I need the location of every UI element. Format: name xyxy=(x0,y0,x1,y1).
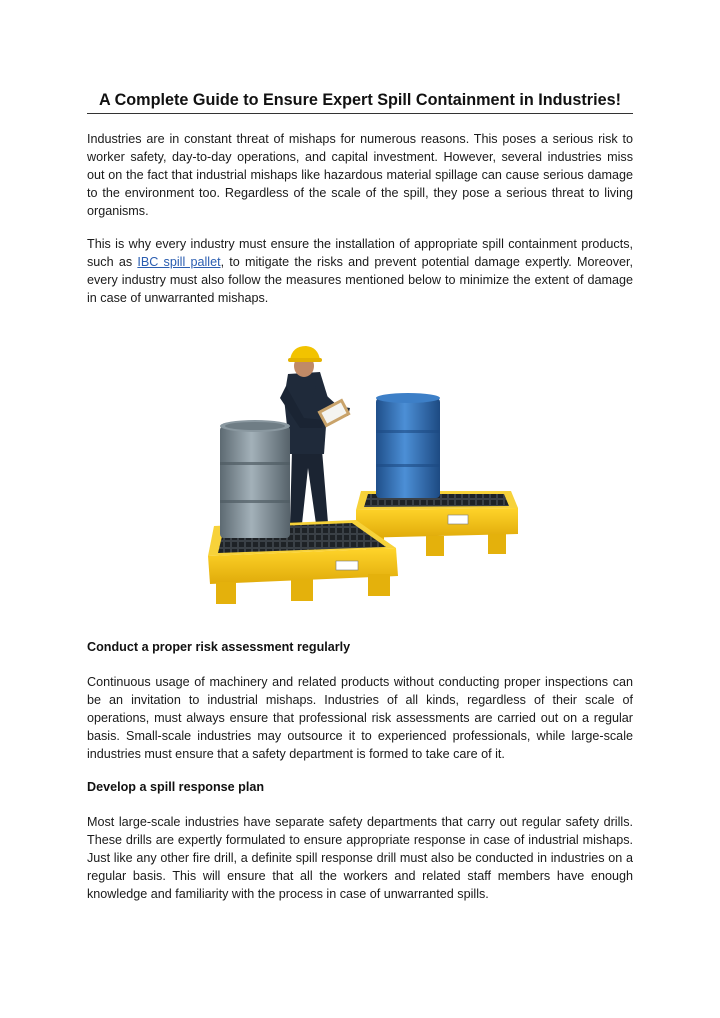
document-title: A Complete Guide to Ensure Expert Spill Containment in Industries! xyxy=(87,88,633,114)
paragraph-text-before-link: This is why every industry must ensure the installation of appropriate spill containment products, such as xyxy=(87,237,633,269)
blue-drum xyxy=(376,393,440,498)
gray-drum xyxy=(220,420,290,538)
ibc-spill-pallet-link[interactable]: IBC spill pallet xyxy=(137,255,221,269)
section-heading-risk-assessment: Conduct a proper risk assessment regularly xyxy=(87,640,351,654)
section-body-risk-assessment: Continuous usage of machinery and related products without conducting proper inspections can be an invitation to industrial mishaps. Industries of all kinds, regardless of their scale of operations, must always ensure that professional risk assessments are carried out on a regular basis. Small-scale industries may outsource it to experienced professionals, while large-scale industries must ensure that a safety department is formed to take care of it. xyxy=(87,675,633,761)
intro-paragraph-with-link xyxy=(87,235,633,307)
paragraph-text-after-link: , to mitigate the risks and prevent potential damage expertly. Moreover, every industry must also follow the measures mentioned below to minimize the extent of damage in case of unwarranted mishaps. xyxy=(87,255,634,305)
spill-pallet-photo xyxy=(196,338,526,610)
section-body-spill-response-plan: Most large-scale industries have separate safety departments that carry out regular safety drills. These drills are expertly formulated to ensure appropriate response in case of industrial mishaps. Just like any other fire drill, a definite spill response drill must also be conducted in industries on a regular basis. This will ensure that all the workers and related staff members have enough knowledge and familiarity with the process in case of unwarranted spills. xyxy=(87,815,633,901)
worker-figure xyxy=(280,346,351,530)
intro-paragraph: Industries are in constant threat of mishaps for numerous reasons. This poses a serious risk to worker safety, day-to-day operations, and capital investment. However, several industries miss out on the fact that industrial mishaps like hazardous material spillage can cause serious damage to the environment too. Regardless of the scale of the spill, they pose a serious threat to living organisms. xyxy=(87,132,633,218)
section-heading-spill-response-plan: Develop a spill response plan xyxy=(87,780,265,794)
